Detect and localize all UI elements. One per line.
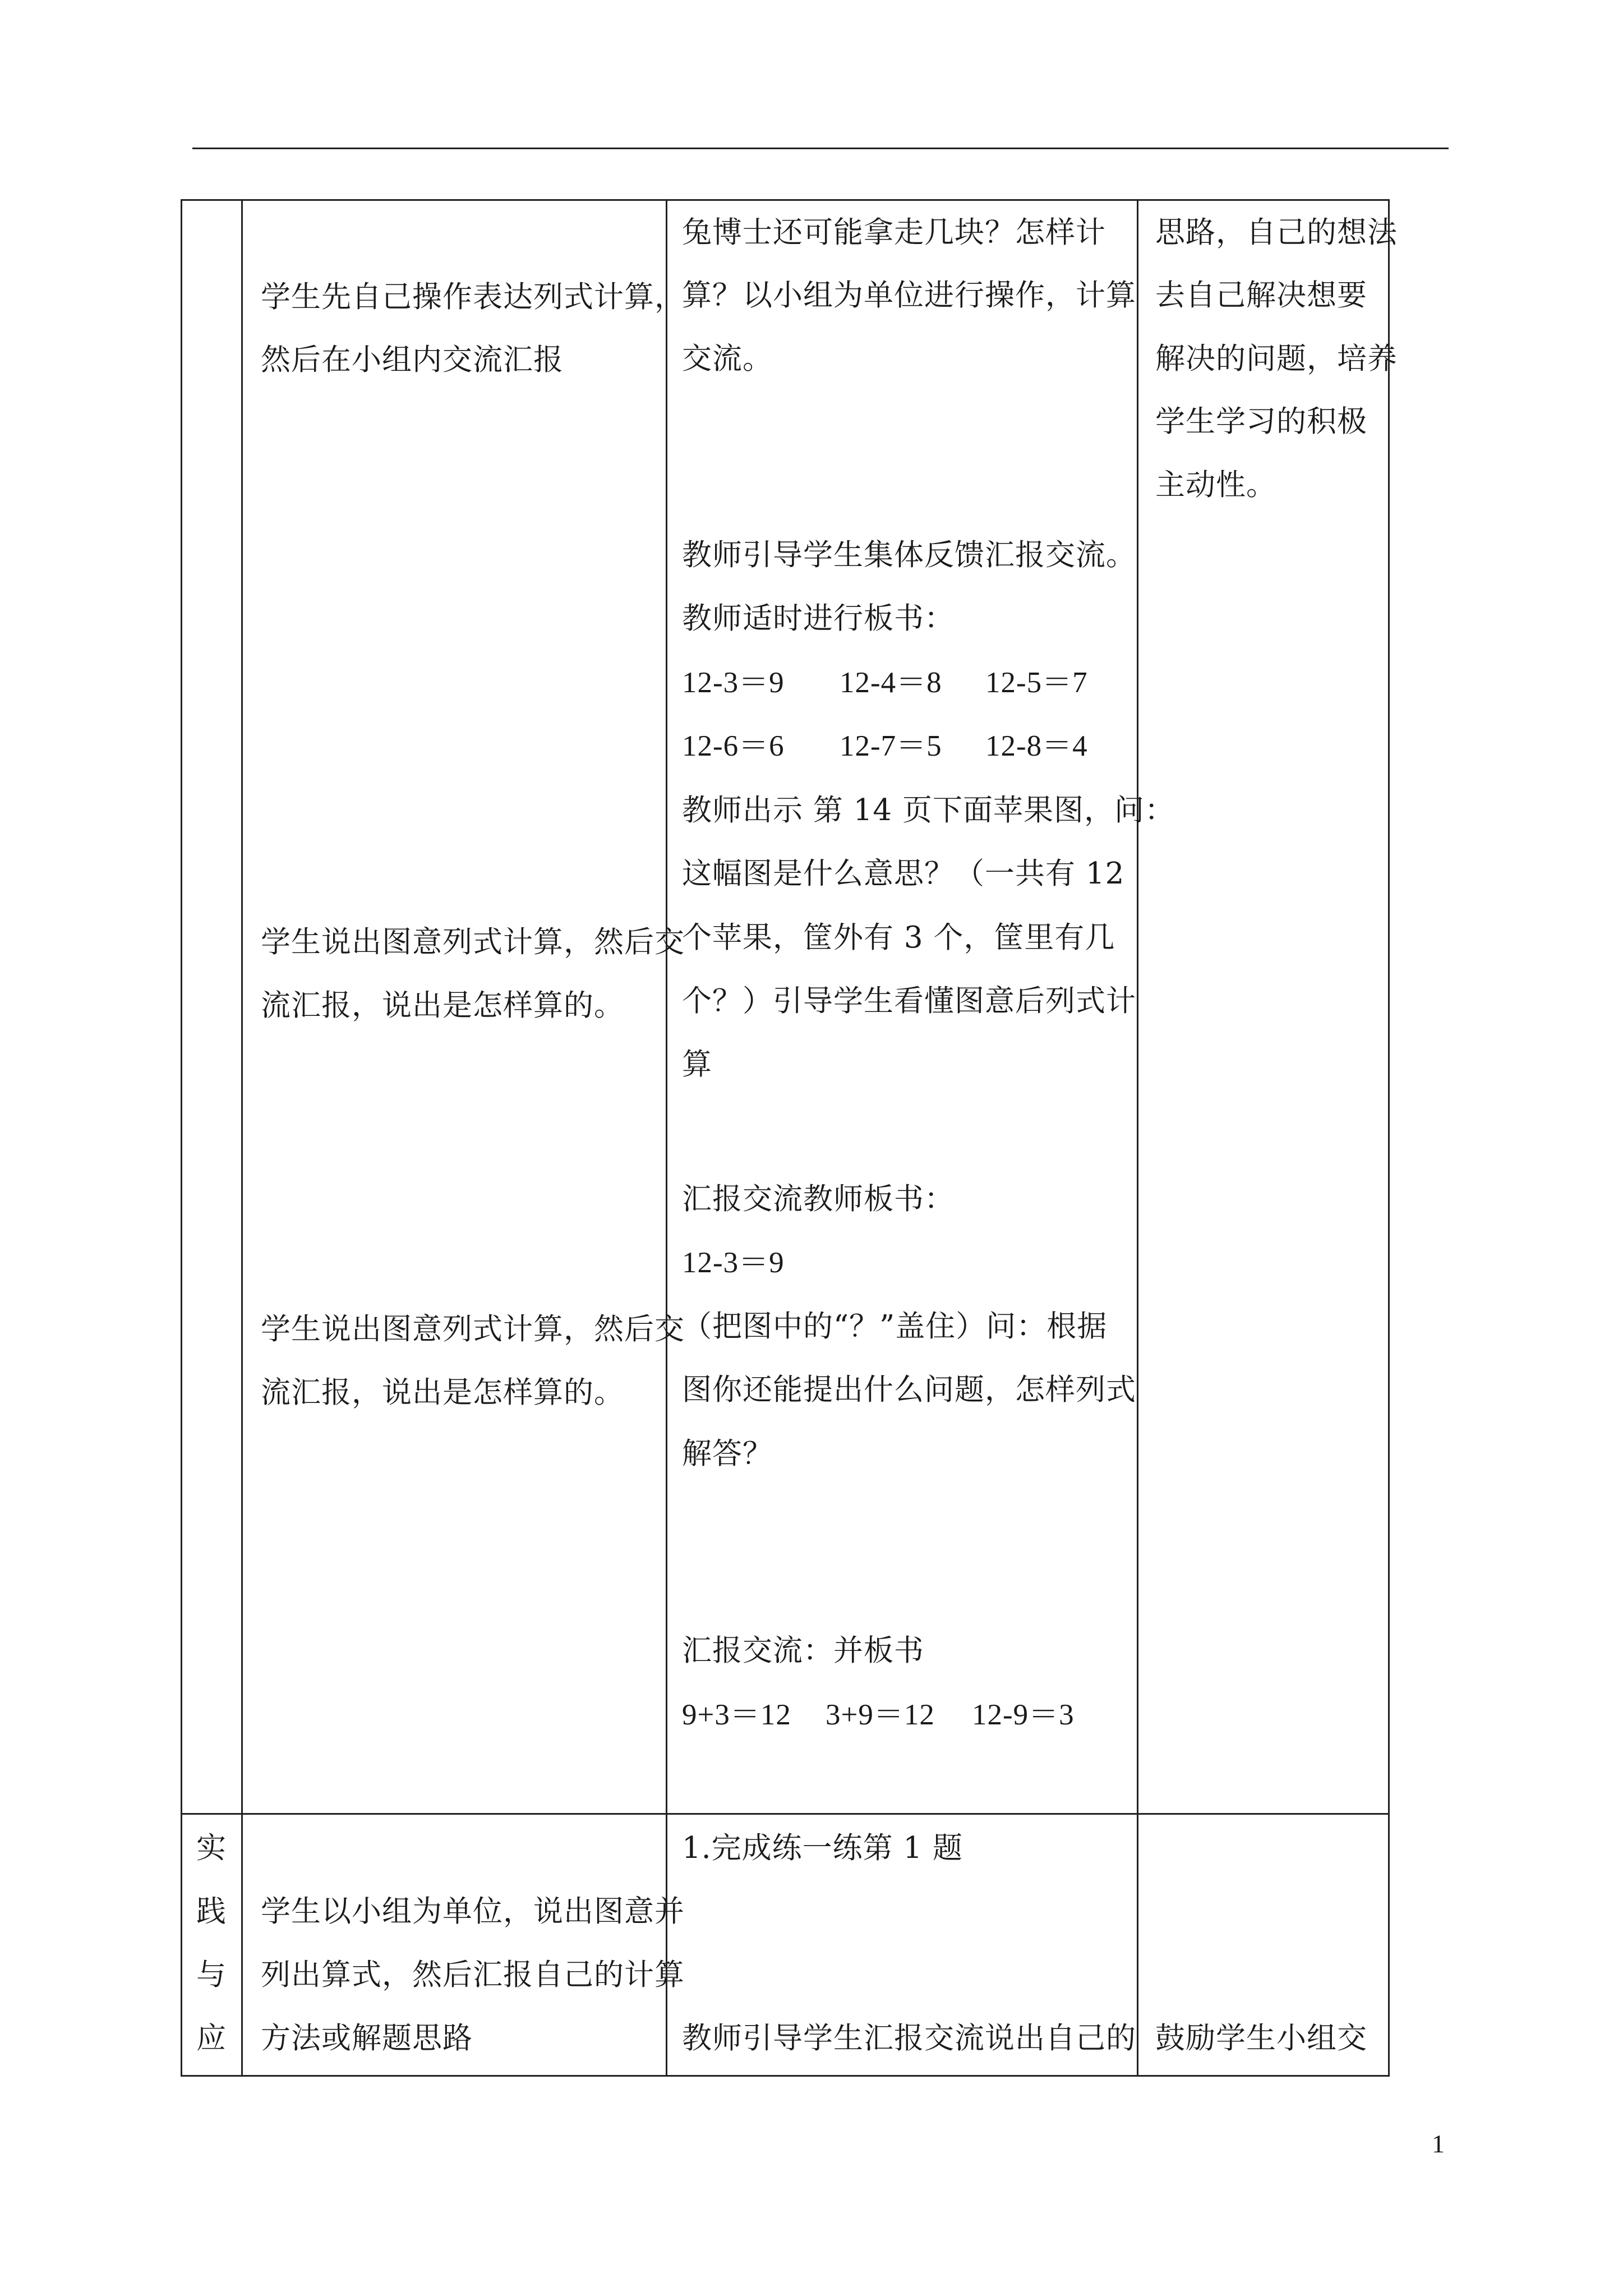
student-activity-text: 学生先自己操作表达列式计算， — [261, 280, 685, 314]
section-label-char: 与 — [196, 1958, 226, 1992]
table-column-divider-1 — [241, 199, 243, 2077]
teacher-activity-text: 教师引导学生汇报交流说出自己的 — [682, 2021, 1136, 2055]
teacher-activity-text: 教师引导学生集体反馈汇报交流。 — [682, 538, 1136, 572]
teacher-activity-text: 交流。 — [682, 342, 773, 376]
student-activity-text: 流汇报，说出是怎样算的。 — [261, 1375, 624, 1410]
teacher-activity-text: 兔博士还可能拿走几块？怎样计 — [682, 215, 1106, 250]
teacher-activity-text: 个？）引导学生看懂图意后列式计 — [682, 984, 1136, 1018]
teacher-activity-text: （把图中的“？”盖住）问：根据 — [682, 1309, 1108, 1343]
student-activity-text: 流汇报，说出是怎样算的。 — [261, 988, 624, 1023]
board-equation: 12-9＝3 — [972, 1699, 1075, 1731]
student-activity-text: 然后在小组内交流汇报 — [261, 343, 564, 377]
design-intent-text: 鼓励学生小组交 — [1155, 2021, 1367, 2055]
teacher-activity-text: 教师适时进行板书： — [682, 601, 955, 636]
student-activity-text: 学生说出图意列式计算，然后交 — [261, 925, 685, 959]
board-equation: 12-3＝9 — [682, 1246, 785, 1279]
teacher-activity-text: 汇报交流教师板书： — [682, 1182, 955, 1216]
board-equation: 12-6＝6 — [682, 730, 785, 762]
teacher-activity-text: 1.完成练一练第 1 题 — [682, 1831, 963, 1865]
teacher-activity-text: 图你还能提出什么问题，怎样列式 — [682, 1373, 1136, 1407]
table-column-divider-3 — [1137, 199, 1138, 2077]
student-activity-text: 列出算式，然后汇报自己的计算 — [261, 1958, 685, 1992]
teacher-activity-text: 解答？ — [682, 1437, 773, 1471]
teacher-activity-text: 算 — [682, 1047, 712, 1082]
board-equation: 9+3＝12 — [682, 1699, 791, 1731]
section-label-char: 实 — [196, 1831, 226, 1865]
student-activity-text: 学生说出图意列式计算，然后交 — [261, 1312, 685, 1346]
teacher-activity-text: 教师出示 第 14 页下面苹果图，问： — [682, 793, 1175, 827]
board-equation: 12-7＝5 — [840, 730, 942, 762]
student-activity-text: 方法或解题思路 — [261, 2021, 473, 2055]
table-row-divider — [181, 1813, 1390, 1815]
design-intent-text: 学生学习的积极 — [1155, 404, 1367, 439]
section-label-char: 践 — [196, 1894, 226, 1929]
section-label-char: 应 — [196, 2021, 226, 2055]
design-intent-text: 思路，自己的想法 — [1155, 215, 1398, 250]
student-activity-text: 学生以小组为单位，说出图意并 — [261, 1894, 685, 1929]
design-intent-text: 解决的问题，培养 — [1155, 342, 1398, 376]
board-equation: 12-8＝4 — [985, 730, 1088, 762]
teacher-activity-text: 算？以小组为单位进行操作，计算 — [682, 278, 1136, 312]
teacher-activity-text: 个苹果，筐外有 3 个，筐里有几 — [682, 921, 1115, 955]
teacher-activity-text: 这幅图是什么意思？（一共有 12 — [682, 857, 1125, 891]
board-equation: 12-3＝9 — [682, 666, 785, 699]
header-rule — [192, 148, 1449, 149]
board-equation: 3+9＝12 — [826, 1699, 935, 1731]
page-number: 1 — [1432, 2129, 1445, 2158]
teacher-activity-text: 汇报交流：并板书 — [682, 1634, 924, 1668]
design-intent-text: 去自己解决想要 — [1155, 278, 1367, 312]
board-equation: 12-5＝7 — [985, 666, 1088, 699]
board-equation: 12-4＝8 — [840, 666, 942, 699]
table-column-divider-2 — [666, 199, 667, 2077]
design-intent-text: 主动性。 — [1155, 468, 1276, 502]
